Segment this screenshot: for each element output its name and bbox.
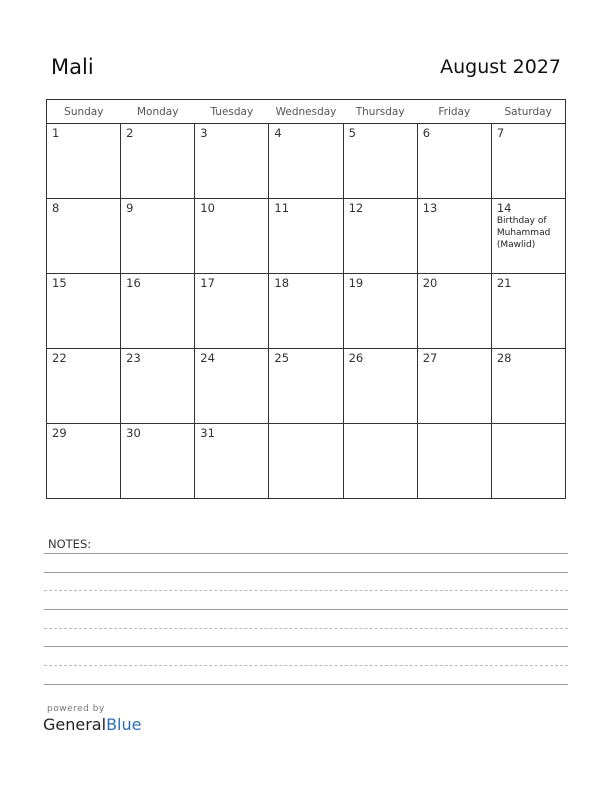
day-number: 5 bbox=[348, 126, 356, 140]
calendar-day-cell bbox=[47, 349, 121, 424]
day-number: 12 bbox=[348, 201, 364, 215]
calendar-day-cell bbox=[491, 274, 565, 349]
day-number: 23 bbox=[126, 351, 141, 365]
day-number: 4 bbox=[274, 126, 282, 140]
calendar-day-cell bbox=[491, 199, 565, 274]
calendar-day-cell bbox=[121, 124, 195, 199]
day-number: 18 bbox=[274, 276, 290, 290]
calendar-week-row bbox=[47, 274, 566, 349]
calendar-day-cell bbox=[269, 424, 343, 499]
day-number: 20 bbox=[422, 276, 438, 290]
note-line bbox=[44, 572, 568, 573]
calendar-day-cell bbox=[121, 349, 195, 424]
day-number: 11 bbox=[274, 201, 290, 215]
day-number: 31 bbox=[200, 426, 215, 440]
calendar-day-cell bbox=[121, 274, 195, 349]
calendar-day-cell bbox=[47, 274, 121, 349]
calendar-week-row bbox=[47, 124, 566, 199]
day-number: 1 bbox=[52, 126, 60, 140]
calendar-day-cell bbox=[269, 124, 343, 199]
day-number: 24 bbox=[200, 351, 215, 365]
day-number: 29 bbox=[52, 426, 67, 440]
calendar-day-cell bbox=[47, 424, 121, 499]
calendar-day-cell bbox=[417, 424, 491, 499]
weekday-header-row bbox=[47, 100, 566, 124]
brand-general-text: General bbox=[43, 715, 107, 734]
weekday-tuesday: Tuesday bbox=[195, 100, 269, 124]
day-number: 6 bbox=[422, 126, 431, 140]
note-line bbox=[44, 590, 568, 591]
day-number: 30 bbox=[126, 426, 141, 440]
day-number: 26 bbox=[348, 351, 364, 365]
calendar-day-cell bbox=[343, 199, 417, 274]
day-number: 19 bbox=[348, 276, 364, 290]
notes-label: NOTES: bbox=[48, 537, 92, 551]
calendar-day-cell bbox=[47, 124, 121, 199]
day-number: 27 bbox=[422, 351, 438, 365]
weekday-saturday: Saturday bbox=[491, 100, 565, 124]
holiday-label: Birthday of Muhammad (Mawlid) bbox=[496, 216, 551, 250]
calendar-grid bbox=[46, 99, 566, 499]
calendar-day-cell bbox=[343, 424, 417, 499]
calendar-week-row bbox=[47, 199, 566, 274]
weekday-monday: Monday bbox=[121, 100, 195, 124]
calendar-day-cell bbox=[195, 199, 269, 274]
weekday-friday: Friday bbox=[417, 100, 491, 124]
day-number: 13 bbox=[422, 201, 438, 215]
generalblue-logo bbox=[43, 717, 141, 733]
powered-by-text: powered by bbox=[47, 704, 105, 714]
calendar-day-cell bbox=[195, 274, 269, 349]
day-number: 8 bbox=[52, 201, 60, 215]
calendar-week-row bbox=[47, 424, 566, 499]
day-number: 21 bbox=[496, 276, 512, 290]
calendar-day-cell bbox=[195, 124, 269, 199]
day-number: 25 bbox=[274, 351, 290, 365]
calendar-day-cell bbox=[121, 199, 195, 274]
note-line bbox=[44, 665, 568, 666]
calendar-day-cell bbox=[417, 124, 491, 199]
brand-blue-text: Blue bbox=[106, 715, 142, 734]
day-number: 15 bbox=[52, 276, 67, 290]
calendar-day-cell bbox=[417, 349, 491, 424]
day-number: 7 bbox=[496, 126, 505, 140]
day-number: 2 bbox=[126, 126, 134, 140]
calendar-day-cell bbox=[343, 124, 417, 199]
calendar-day-cell bbox=[121, 424, 195, 499]
calendar-day-cell bbox=[195, 424, 269, 499]
calendar-day-cell bbox=[491, 424, 565, 499]
calendar-day-cell bbox=[47, 199, 121, 274]
note-line bbox=[44, 684, 568, 685]
note-line bbox=[44, 646, 568, 647]
calendar-day-cell bbox=[491, 349, 565, 424]
note-line bbox=[44, 609, 568, 610]
calendar-day-cell bbox=[269, 349, 343, 424]
weekday-wednesday: Wednesday bbox=[269, 100, 343, 124]
note-line bbox=[44, 553, 568, 554]
calendar-day-cell bbox=[491, 124, 565, 199]
calendar-day-cell bbox=[417, 199, 491, 274]
calendar-week-row bbox=[47, 349, 566, 424]
day-number: 16 bbox=[126, 276, 141, 290]
calendar-day-cell bbox=[343, 274, 417, 349]
calendar-day-cell bbox=[269, 199, 343, 274]
month-year-title: August 2027 bbox=[440, 56, 561, 78]
weekday-sunday: Sunday bbox=[47, 100, 121, 124]
day-number: 22 bbox=[52, 351, 67, 365]
calendar-day-cell bbox=[343, 349, 417, 424]
day-number: 17 bbox=[200, 276, 215, 290]
calendar-day-cell bbox=[417, 274, 491, 349]
weekday-thursday: Thursday bbox=[343, 100, 417, 124]
day-number: 3 bbox=[200, 126, 208, 140]
country-title: Mali bbox=[51, 55, 94, 79]
day-number: 10 bbox=[200, 201, 215, 215]
day-number: 28 bbox=[496, 351, 512, 365]
day-number: 9 bbox=[126, 201, 134, 215]
day-number: 14 bbox=[496, 201, 512, 215]
calendar-day-cell bbox=[195, 349, 269, 424]
note-line bbox=[44, 628, 568, 629]
calendar-day-cell bbox=[269, 274, 343, 349]
